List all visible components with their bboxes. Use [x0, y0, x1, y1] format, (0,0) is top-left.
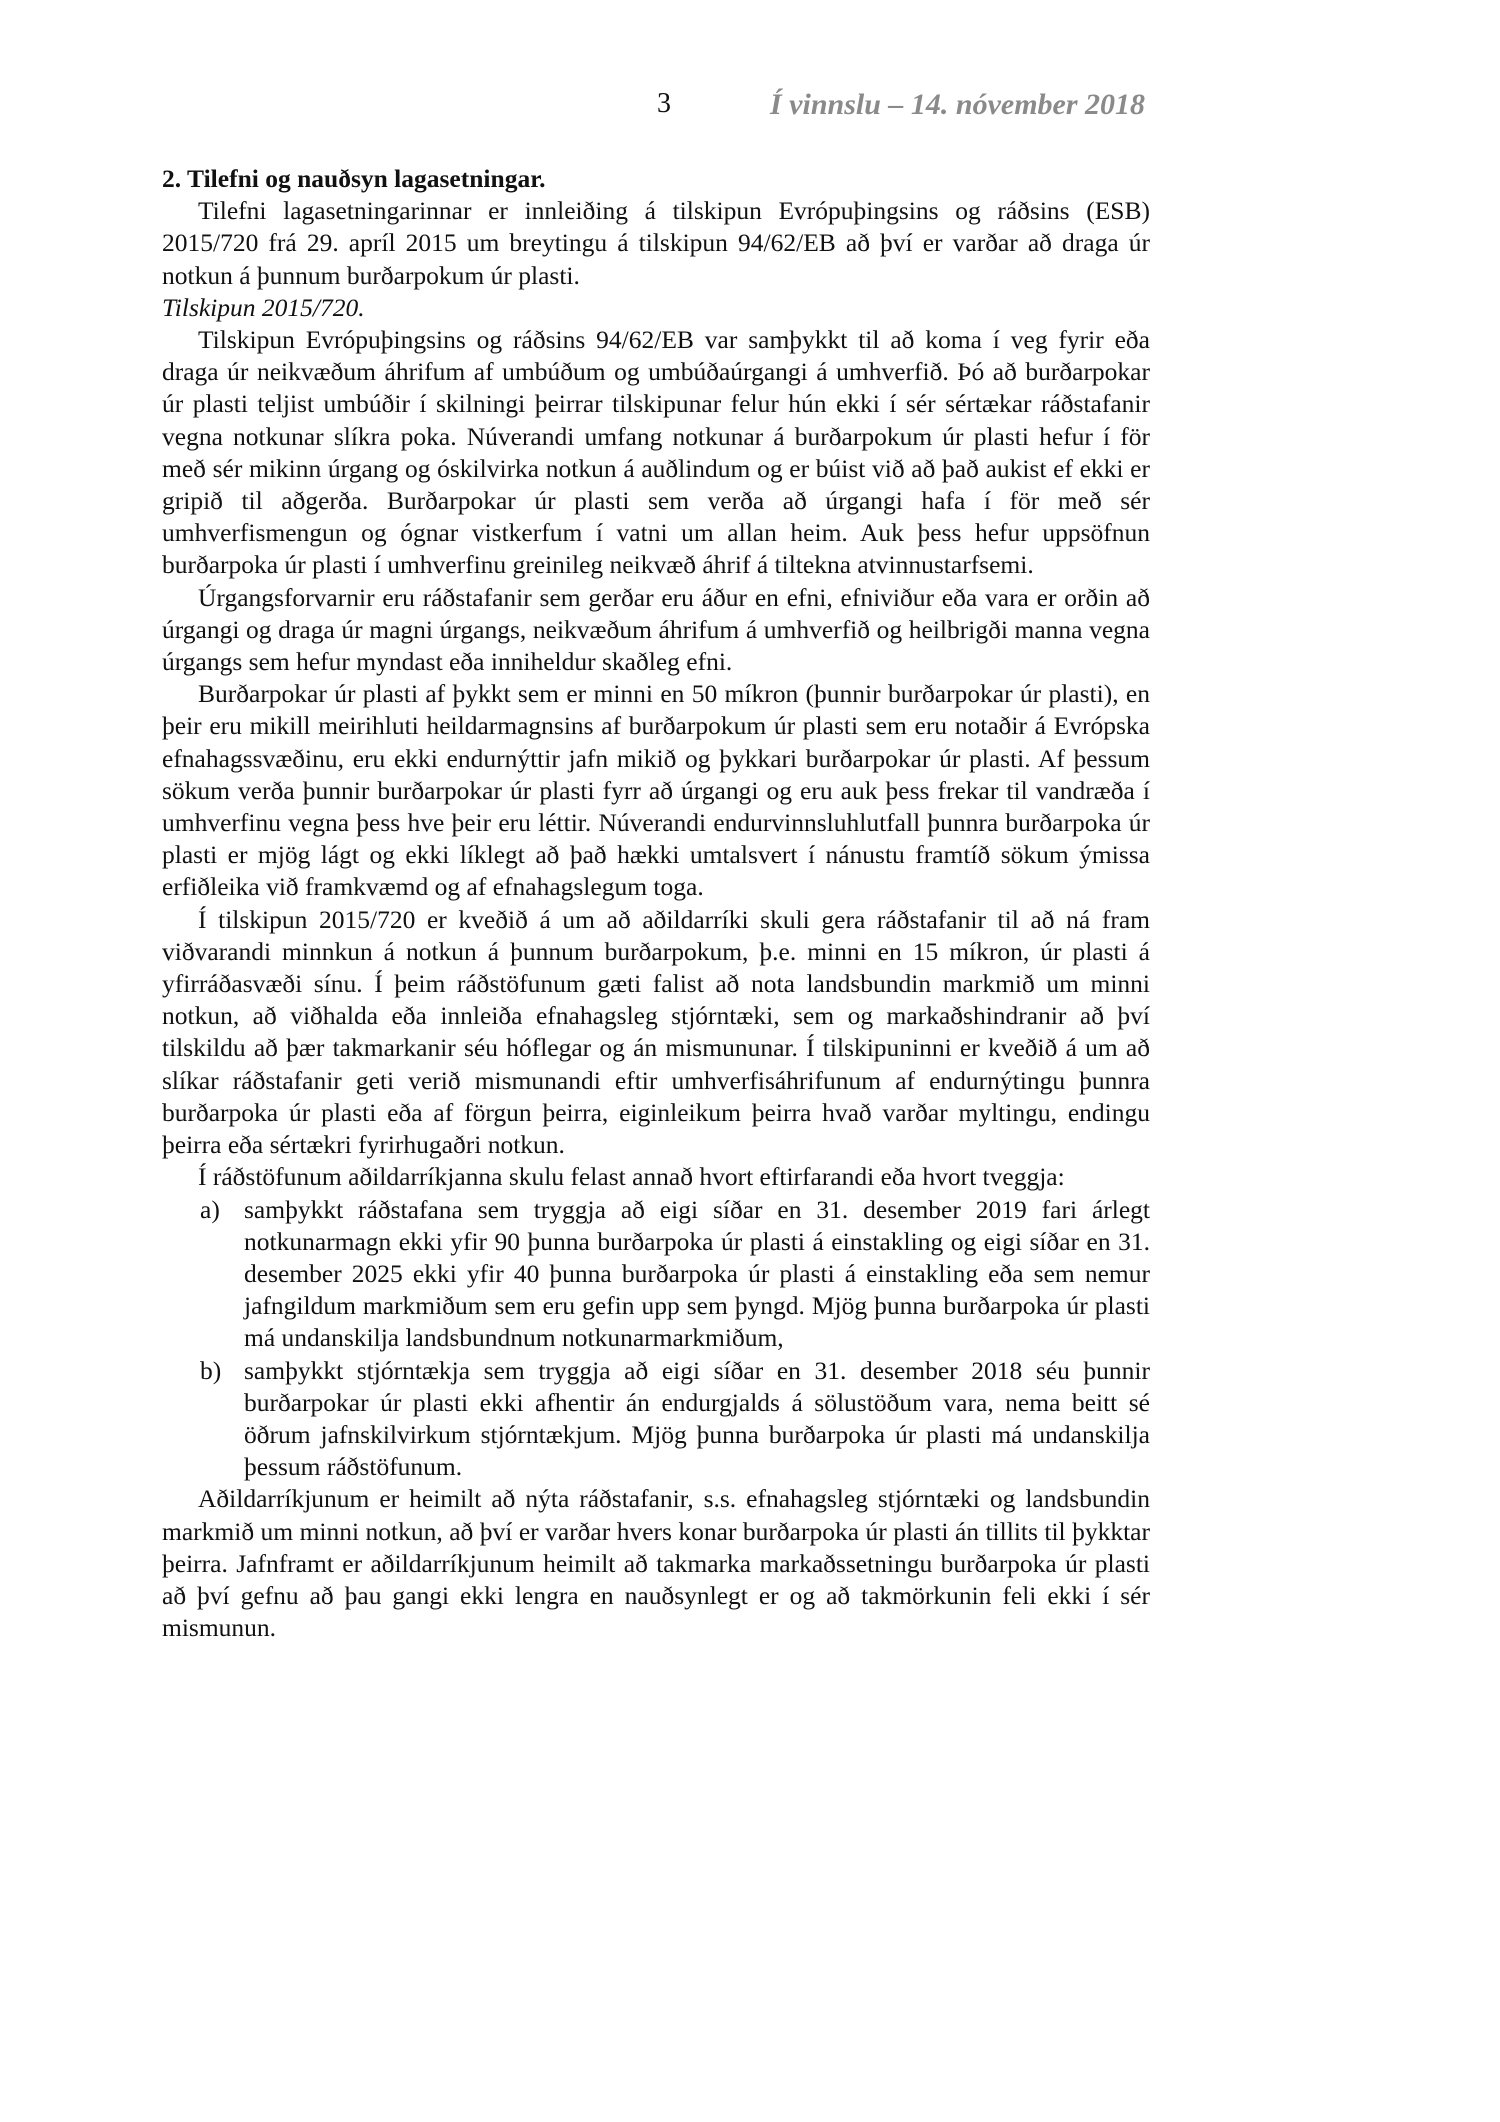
document-body: [162, 163, 1150, 1644]
closing-paragraph: Aðildarríkjunum er heimilt að nýta ráðstafanir, s.s. efnahagsleg stjórntæki og landsbundin markmið um minni notkun, að því er varðar hvers konar burðarpoka úr plasti án tillits til þykktar þeirra. Jafnframt er aðildarríkjunum heimilt að takmarka markaðssetningu burðarpoka úr plasti að því gefnu að þau gangi ekki lengra en nauðsynlegt er og að takmörkunin feli ekki í sér mismunun.: [162, 1484, 1150, 1643]
body-paragraph: Burðarpokar úr plasti af þykkt sem er minni en 50 míkron (þunnir burðarpokar úr plasti), en þeir eru mikill meirihluti heildarmagnsins af burðarpokum úr plasti sem eru notaðir á Evrópska efnahagssvæðinu, eru ekki endurnýttir jafn mikið og þykkari burðarpokar úr plasti. Af þessum sökum verða þunnir burðarpokar úr plasti fyrr að úrgangi og eru auk þess frekar til vandræða í umhverfinu vegna þess hve þeir eru léttir. Núverandi endurvinnsluhlutfall þunnra burðarpoka úr plasti er mjög lágt og ekki líklegt að það hækki umtalsvert í nánustu framtíð sökum ýmissa erfiðleika við framkvæmd og af efnahagslegum toga.: [162, 679, 1150, 902]
subheading: Tilskipun 2015/720.: [162, 292, 365, 322]
intro-paragraph: Tilefni lagasetningarinnar er innleiðing á tilskipun Evrópuþingsins og ráðsins (ESB) 2015/720 frá 29. apríl 2015 um breytingu á tilskipun 94/62/EB að því er varðar að draga úr notkun á þunnum burðarpokum úr plasti.: [162, 196, 1150, 290]
body-paragraph: Úrgangsforvarnir eru ráðstafanir sem gerðar eru áður en efni, efniviður eða vara er orðin að úrgangi og draga úr magni úrgangs, neikvæðum áhrifum á umhverfið og heilbrigði manna vegna úrgangs sem hefur myndast eða inniheldur skaðleg efni.: [162, 582, 1150, 677]
measures-list: [162, 1194, 1150, 1484]
list-marker: b): [200, 1355, 222, 1385]
page-number: 3: [657, 88, 671, 119]
list-marker: a): [200, 1194, 220, 1224]
list-item: [162, 1355, 1150, 1484]
list-item-text: samþykkt stjórntækja sem tryggja að eigi síðar en 31. desember 2018 séu þunnir burðarpokar úr plasti ekki afhentir án endurgjalds á sölustöðum vara, nema beitt sé öðrum jafnskilvirkum stjórntækjum. Mjög þunna burðarpoka úr plasti má undanskilja þessum ráðstöfunum.: [244, 1355, 1150, 1482]
body-paragraph: Í tilskipun 2015/720 er kveðið á um að aðildarríki skuli gera ráðstafanir til að ná fram viðvarandi minnkun á notkun á þunnum burðarpokum, þ.e. minni en 15 míkron, úr plasti á yfirráðasvæði sínu. Í þeim ráðstöfunum gæti falist að nota landsbundin markmið um minni notkun, að viðhalda eða innleiða efnahagsleg stjórntæki, sem og markaðshindranir að því tilskildu að þær takmarkanir séu hóflegar og án mismununar. Í tilskipuninni er kveðið á um að slíkar ráðstafanir geti verið mismunandi eftir umhverfisáhrifunum af endurnýtingu þunnra burðarpoka úr plasti eða af förgun þeirra, eiginleikum þeirra hvað varðar myltingu, endingu þeirra eða sértækri fyrirhugaðri notkun.: [162, 904, 1150, 1160]
list-item: [162, 1194, 1150, 1355]
body-paragraph: Tilskipun Evrópuþingsins og ráðsins 94/62/EB var samþykkt til að koma í veg fyrir eða draga úr neikvæðum áhrifum af umbúðum og umbúðaúrgangi á umhverfið. Þó að burðarpokar úr plasti teljist umbúðir í skilningi þeirrar tilskipunar felur hún ekki í sér sértækar ráðstafanir vegna notkunar slíkra poka. Núverandi umfang notkunar á burðarpokum úr plasti hefur í för með sér mikinn úrgang og óskilvirka notkun á auðlindum og er búist við að það aukist ef ekki er gripið til aðgerða. Burðarpokar úr plasti sem verða að úrgangi hafa í för með sér umhverfismengun og ógnar vistkerfum í vatni um allan heim. Auk þess hefur uppsöfnun burðarpoka úr plasti í umhverfinu greinileg neikvæð áhrif á tiltekna atvinnustarfsemi.: [162, 325, 1150, 580]
draft-date-stamp: Í vinnslu – 14. nóvember 2018: [770, 88, 1146, 121]
list-item-text: samþykkt ráðstafana sem tryggja að eigi síðar en 31. desember 2019 fari árlegt notkunarmagn ekki yfir 90 þunna burðarpoka úr plasti á einstakling og eigi síðar en 31. desember 2025 ekki yfir 40 þunna burðarpoka úr plasti á einstakling eða sem nemur jafngildum markmiðum sem eru gefin upp sem þyngd. Mjög þunna burðarpoka úr plasti má undanskilja landsbundnum notkunarmarkmiðum,: [244, 1194, 1150, 1353]
section-heading: 2. Tilefni og nauðsyn lagasetningar.: [162, 164, 546, 193]
page-header: [0, 88, 1500, 128]
body-paragraph: Í ráðstöfunum aðildarríkjanna skulu felast annað hvort eftirfarandi eða hvort tveggja:: [198, 1162, 1065, 1192]
